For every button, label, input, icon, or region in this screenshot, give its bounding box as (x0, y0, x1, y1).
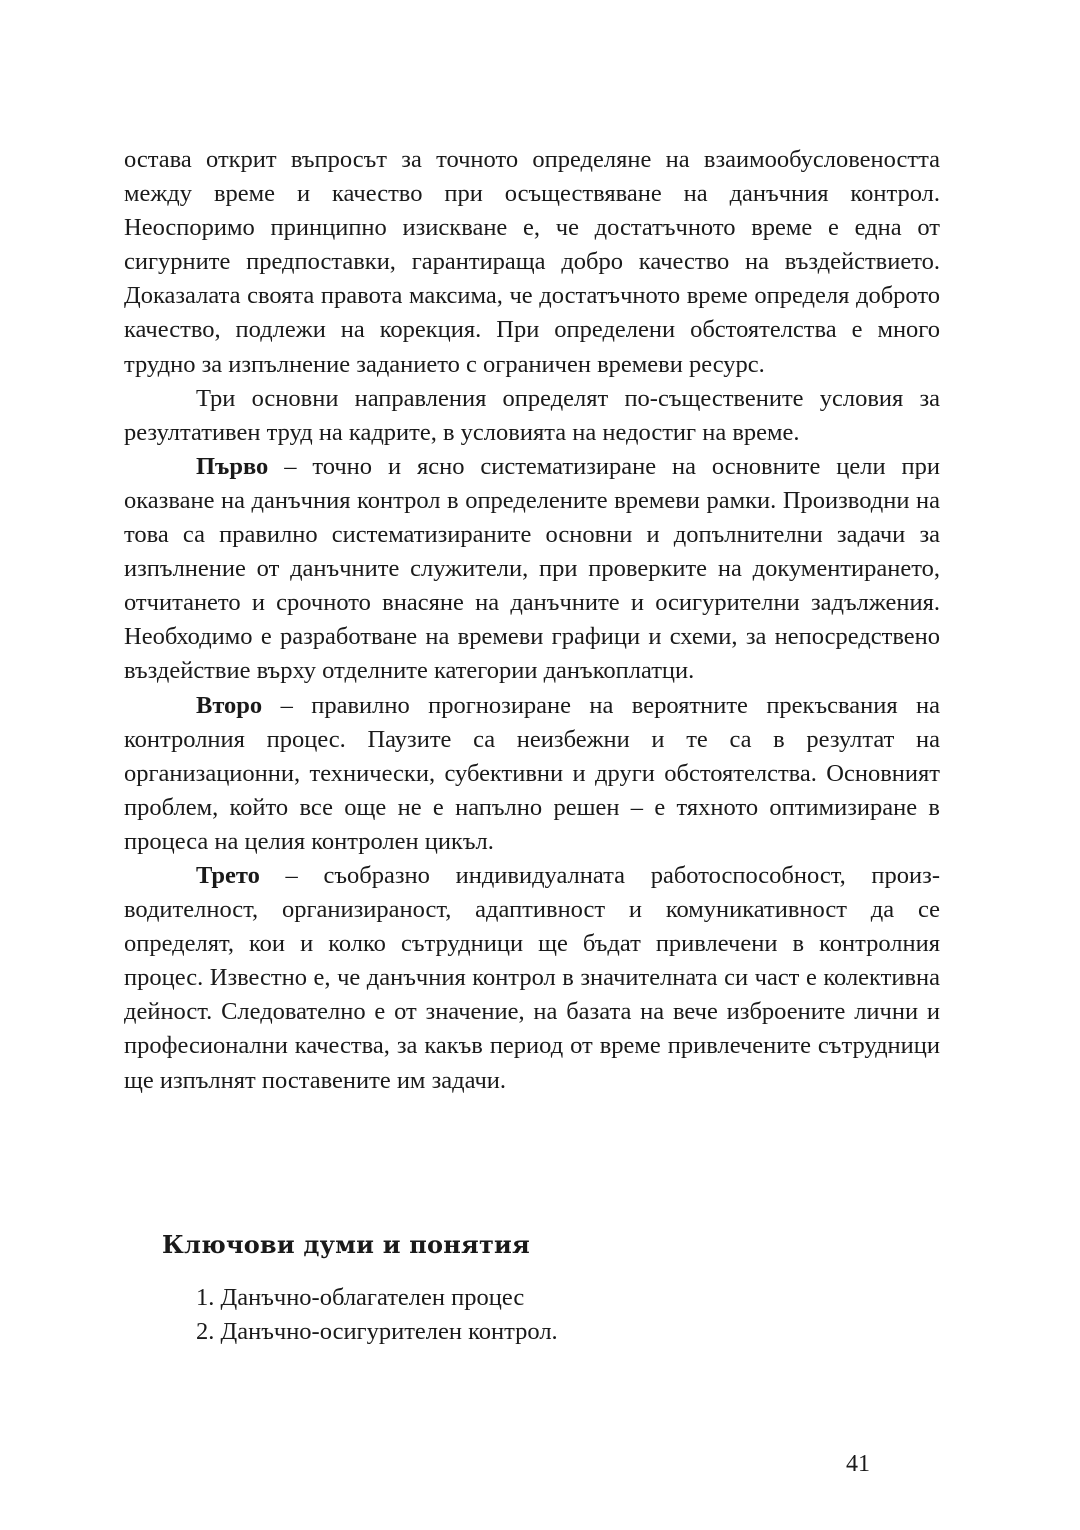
keywords-list (196, 1281, 558, 1349)
keywords-heading: Ключови думи и понятия (162, 1230, 530, 1259)
paragraph-second-direction (124, 689, 940, 859)
paragraph-text: – точно и ясно систематизиране на основните цели при оказване на данъчния контрол в определените времеви рамки. Производни на това са правилно систематизираните основни и допълнителни задачи за изпълнение от данъчните служители, при проверките на документирането, отчитането и срочното внасяне на данъчните и осигурителни задължения. Необходимо е разработване на времеви графици и схеми, за непосредствено въздействие върху отделните категории данъкоплатци. (124, 452, 940, 685)
paragraph-text: – правилно прогнозиране на вероятните прекъсвания на контролния процес. Паузите са неизбежни и те са в резултат на организационни, технически, субективни и други обстоятелства. Основният проблем, който все още не е напълно решен – е тяхното оптимизиране в процеса на целия контролен цикъл. (124, 691, 940, 855)
paragraph-text: – съобразно индивидуалната работоспособност, производителност, организираност, адаптивност и комуникативност да се определят, кои и колко сътрудници ще бъдат привлечени в контролния процес. Известно е, че данъчния контрол в значителната си част е колективна дейност. Следователно е от значение, на базата на вече изброените лични и професионални качества, за какъв период от време привлечените сътрудници ще изпълнят поставените им задачи. (124, 861, 940, 1094)
page-body (124, 143, 940, 1098)
paragraph-text: Три основни направления определят по-съществените условия за резултативен труд на кадрите, в условията на недостиг на време. (124, 384, 940, 446)
paragraph-text: остава открит въпросът за точното определяне на взаимообусловеността между време и качество при осъществяване на данъчния контрол. Неоспоримо принципно изискване е, че достатъчното време е една от сигурните предпоставки, гарантираща добро качество на въздействието. Доказалата своята правота максима, че достатъчното време определя доброто качество, подлежи на корекция. При определени обстоятелства е много трудно за изпълнение заданието с ограничен времеви ресурс. (124, 146, 940, 378)
keyword-item: 2. Данъчно-осигурителен контрол. (196, 1318, 558, 1345)
paragraph-directions-intro (124, 382, 940, 450)
paragraph-lead-term: Трето (196, 861, 260, 889)
paragraph-third-direction (124, 859, 940, 1098)
paragraph-lead-term: Първо (196, 452, 269, 480)
keyword-item: 1. Данъчно-облагателен процес (196, 1284, 525, 1311)
paragraph-continuation (124, 143, 940, 382)
page-number: 41 (846, 1451, 870, 1477)
paragraph-lead-term: Второ (196, 691, 263, 719)
paragraph-first-direction (124, 450, 940, 689)
